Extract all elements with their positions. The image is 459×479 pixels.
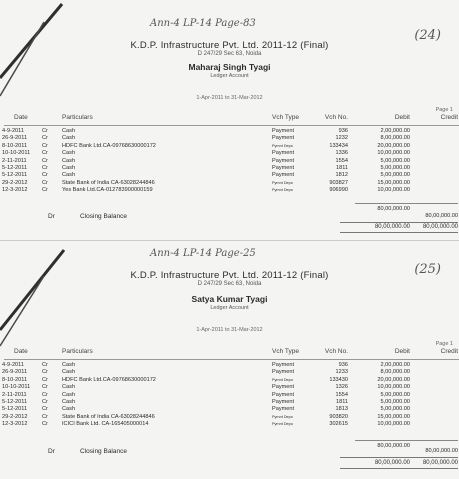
row-dc: Cr <box>42 362 48 368</box>
row-vch-no: 133434 <box>329 142 348 149</box>
row-particulars: Cash <box>62 369 76 376</box>
table-row <box>0 392 459 399</box>
row-particulars: Cash <box>62 128 76 134</box>
handwritten-reference: Ann-4 LP-14 Page-25 <box>150 248 256 259</box>
total-rule <box>340 457 458 458</box>
row-date: 10-10-2011 <box>2 150 31 157</box>
col-debit: Debit <box>394 114 410 121</box>
table-row <box>0 165 459 172</box>
col-vch-no: Vch No. <box>324 114 348 121</box>
row-date: 8-10-2011 <box>2 142 28 149</box>
row-vch-no: 1554 <box>335 391 348 398</box>
row-debit: 5,00,000.00 <box>380 406 410 413</box>
row-vch-type: Payment <box>272 362 295 368</box>
row-particulars: Cash <box>62 150 76 157</box>
total-debit: 80,00,000.00 <box>374 460 410 466</box>
closing-label: Closing Balance <box>80 448 127 455</box>
row-vch-type: Pymnt Depo <box>272 377 293 382</box>
total-credit: 80,00,000.00 <box>422 460 458 466</box>
handwritten-mark: (24) <box>414 28 441 43</box>
table-row <box>0 406 459 413</box>
row-date: 5-12-2011 <box>2 164 28 171</box>
table-header <box>0 114 459 124</box>
total-rule <box>340 222 458 223</box>
row-vch-no: 1326 <box>335 384 348 391</box>
row-vch-no: 906990 <box>329 187 348 194</box>
row-vch-type: Payment <box>272 164 295 171</box>
table-row <box>0 180 459 187</box>
col-date: Date <box>14 348 28 355</box>
row-date: 8-10-2011 <box>2 376 28 383</box>
row-vch-type: Payment <box>272 406 295 413</box>
row-dc: Cr <box>42 384 48 391</box>
row-debit: 5,00,000.00 <box>380 398 410 405</box>
row-debit: 5,00,000.00 <box>380 157 410 164</box>
page-label: Page 1 <box>435 341 453 347</box>
row-vch-type: Pymnt Depo <box>272 422 293 427</box>
col-vch-no: Vch No. <box>324 348 348 355</box>
row-vch-type: Payment <box>272 384 295 391</box>
row-dc: Cr <box>42 413 48 420</box>
col-credit: Credit <box>440 114 458 121</box>
table-row <box>0 172 459 179</box>
col-particulars: Particulars <box>62 114 93 121</box>
ledger-satya <box>0 242 459 479</box>
row-debit: 15,00,000.00 <box>377 179 410 186</box>
row-vch-type: Payment <box>272 128 295 134</box>
handwritten-mark: (25) <box>414 262 441 277</box>
total-debit: 80,00,000.00 <box>374 224 410 230</box>
row-debit: 5,00,000.00 <box>380 172 410 179</box>
subtotal-debit: 80,00,000.00 <box>377 206 410 212</box>
subtotal-rule <box>355 203 458 204</box>
row-date: 10-10-2011 <box>2 384 31 391</box>
col-date: Date <box>14 114 28 121</box>
row-date: 5-12-2011 <box>2 172 28 179</box>
row-dc: Cr <box>42 179 48 186</box>
table-row <box>0 187 459 194</box>
handwritten-reference: Ann-4 LP-14 Page-83 <box>150 18 256 29</box>
row-dc: Cr <box>42 369 48 376</box>
row-date: 4-9-2011 <box>2 362 24 368</box>
table-row <box>0 128 459 135</box>
row-dc: Cr <box>42 406 48 413</box>
row-particulars: ICICI Bank Ltd. CA-165405000014 <box>62 421 149 428</box>
ledger-rows <box>0 128 459 195</box>
row-date: 5-12-2011 <box>2 398 28 405</box>
row-vch-no: 903827 <box>329 179 348 186</box>
row-vch-type: Pymnt Depo <box>272 414 293 419</box>
row-date: 4-9-2011 <box>2 128 24 134</box>
row-dc: Cr <box>42 157 48 164</box>
header-rule <box>4 125 459 126</box>
subtotal-rule <box>355 440 458 441</box>
row-vch-no: 936 <box>338 128 348 134</box>
total-double-rule <box>340 232 458 233</box>
row-vch-no: 1812 <box>335 172 348 179</box>
table-row <box>0 384 459 391</box>
closing-credit: 80,00,000.00 <box>425 448 458 454</box>
total-double-rule <box>340 468 458 469</box>
row-debit: 20,00,000.00 <box>377 376 410 383</box>
row-vch-no: 1554 <box>335 157 348 164</box>
row-date: 5-12-2011 <box>2 406 28 413</box>
row-particulars: HDFC Bank Ltd.CA-09768630000172 <box>62 376 156 383</box>
row-vch-type: Payment <box>272 172 295 179</box>
company-name: K.D.P. Infrastructure Pvt. Ltd. 2011-12 (Final) <box>130 40 329 51</box>
row-debit: 20,00,000.00 <box>377 142 410 149</box>
row-dc: Cr <box>42 376 48 383</box>
col-vch-type: Vch Type <box>272 114 299 121</box>
row-date: 29-2-2012 <box>2 179 28 186</box>
row-particulars: HDFC Bank Ltd.CA-09768630000172 <box>62 142 156 149</box>
row-debit: 10,00,000.00 <box>377 187 410 194</box>
row-debit: 5,00,000.00 <box>380 164 410 171</box>
row-vch-type: Pymnt Depo <box>272 188 293 193</box>
row-debit: 8,00,000.00 <box>380 135 410 142</box>
row-vch-no: 936 <box>338 362 348 368</box>
row-particulars: State Bank of India CA-63028244846 <box>62 179 155 186</box>
row-debit: 10,00,000.00 <box>377 421 410 428</box>
row-vch-no: 1811 <box>335 164 348 171</box>
row-vch-no: 1232 <box>335 135 348 142</box>
table-row <box>0 362 459 369</box>
table-row <box>0 399 459 406</box>
row-vch-type: Payment <box>272 369 295 376</box>
closing-dc: Dr <box>48 448 55 455</box>
row-vch-no: 1813 <box>335 406 348 413</box>
row-dc: Cr <box>42 150 48 157</box>
row-vch-no: 1811 <box>335 398 348 405</box>
account-holder: Maharaj Singh Tyagi <box>188 62 271 72</box>
row-dc: Cr <box>42 135 48 142</box>
company-address: D 247/29 Sec 63, Noida <box>197 281 262 287</box>
table-row <box>0 158 459 165</box>
row-vch-type: Payment <box>272 157 295 164</box>
row-particulars: Cash <box>62 172 76 179</box>
row-vch-type: Payment <box>272 135 295 142</box>
row-vch-type: Payment <box>272 391 295 398</box>
row-dc: Cr <box>42 187 48 194</box>
row-debit: 2,00,000.00 <box>380 128 410 134</box>
header-rule <box>4 359 459 360</box>
row-date: 2-11-2011 <box>2 391 27 398</box>
subtotal-debit: 80,00,000.00 <box>377 443 410 449</box>
row-date: 12-3-2012 <box>2 421 28 428</box>
row-vch-type: Payment <box>272 398 295 405</box>
row-date: 2-11-2011 <box>2 157 27 164</box>
period: 1-Apr-2011 to 31-Mar-2012 <box>196 95 263 101</box>
ledger-rows <box>0 362 459 429</box>
row-dc: Cr <box>42 172 48 179</box>
row-particulars: Cash <box>62 362 76 368</box>
row-debit: 15,00,000.00 <box>377 413 410 420</box>
row-date: 26-9-2011 <box>2 369 28 376</box>
table-header <box>0 348 459 358</box>
account-type: Ledger Account <box>210 73 249 79</box>
row-dc: Cr <box>42 391 48 398</box>
closing-credit: 80,00,000.00 <box>425 213 458 219</box>
row-debit: 5,00,000.00 <box>380 391 410 398</box>
col-vch-type: Vch Type <box>272 348 299 355</box>
row-vch-type: Pymnt Depo <box>272 180 293 185</box>
table-row <box>0 414 459 421</box>
row-debit: 8,00,000.00 <box>380 369 410 376</box>
row-dc: Cr <box>42 142 48 149</box>
table-row <box>0 421 459 428</box>
row-particulars: Cash <box>62 164 76 171</box>
row-debit: 10,00,000.00 <box>377 150 410 157</box>
row-debit: 10,00,000.00 <box>377 384 410 391</box>
row-particulars: Cash <box>62 157 76 164</box>
row-particulars: Cash <box>62 406 76 413</box>
row-vch-no: 1336 <box>335 150 348 157</box>
row-particulars: State Bank of India CA-63028244846 <box>62 413 155 420</box>
row-date: 12-3-2012 <box>2 187 28 194</box>
row-vch-no: 133430 <box>329 376 348 383</box>
company-name: K.D.P. Infrastructure Pvt. Ltd. 2011-12 (Final) <box>130 270 329 281</box>
table-row <box>0 150 459 157</box>
company-address: D 247/29 Sec 63, Noida <box>197 51 262 57</box>
row-debit: 2,00,000.00 <box>380 362 410 368</box>
row-date: 26-9-2011 <box>2 135 28 142</box>
row-vch-no: 1233 <box>335 369 348 376</box>
col-credit: Credit <box>440 348 458 355</box>
account-type: Ledger Account <box>210 305 249 311</box>
row-dc: Cr <box>42 128 48 134</box>
table-row <box>0 377 459 384</box>
row-particulars: Cash <box>62 398 76 405</box>
row-vch-no: 302615 <box>329 421 348 428</box>
row-vch-type: Pymnt Depo <box>272 143 293 148</box>
row-dc: Cr <box>42 164 48 171</box>
row-particulars: Cash <box>62 135 76 142</box>
table-row <box>0 369 459 376</box>
row-date: 29-2-2012 <box>2 413 28 420</box>
row-particulars: Cash <box>62 384 76 391</box>
row-dc: Cr <box>42 398 48 405</box>
table-row <box>0 143 459 150</box>
page-label: Page 1 <box>435 107 453 113</box>
row-vch-no: 903820 <box>329 413 348 420</box>
row-particulars: Yes Bank Ltd.CA-012783900000159 <box>62 187 153 194</box>
col-debit: Debit <box>394 348 410 355</box>
col-particulars: Particulars <box>62 348 93 355</box>
row-particulars: Cash <box>62 391 76 398</box>
table-row <box>0 135 459 142</box>
closing-label: Closing Balance <box>80 213 127 220</box>
total-credit: 80,00,000.00 <box>422 224 458 230</box>
row-dc: Cr <box>42 421 48 428</box>
period: 1-Apr-2011 to 31-Mar-2012 <box>196 327 263 333</box>
closing-dc: Dr <box>48 213 55 220</box>
row-vch-type: Payment <box>272 150 295 157</box>
account-holder: Satya Kumar Tyagi <box>191 294 268 304</box>
